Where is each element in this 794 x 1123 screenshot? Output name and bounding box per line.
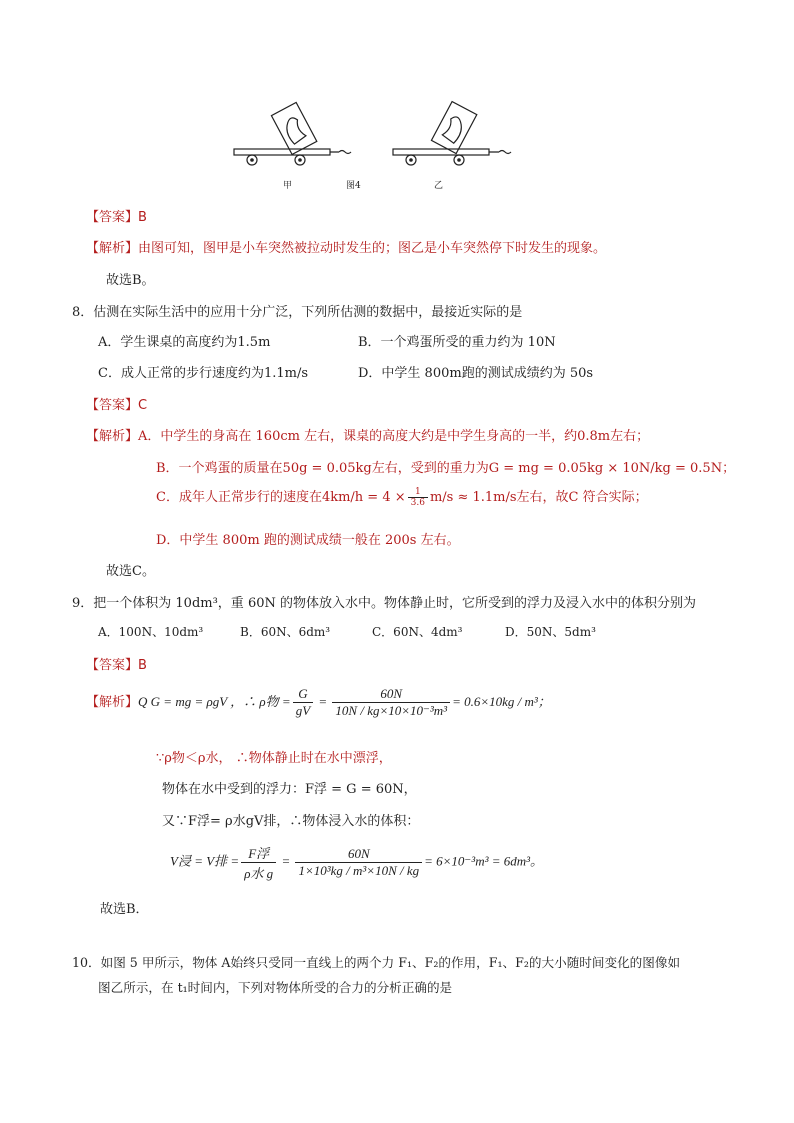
- answer-tag: 【答案】: [86, 398, 139, 413]
- q8-answer: [86, 394, 147, 413]
- analysis-c-post: m/s ≈ 1.1m/s左右，故C 符合实际；: [429, 490, 648, 505]
- fraction-denominator: gV: [295, 703, 311, 718]
- fraction-numerator: 60N: [295, 846, 422, 863]
- fraction-denominator: 10N / kg×10×10⁻³m³: [335, 703, 448, 718]
- q9-analysis-eq2: [170, 843, 543, 882]
- analysis-tag: 【解析】: [86, 429, 139, 444]
- q10-stem-line2: 图乙所示，在 t₁时间内，下列对物体所受的合力的分析正确的是: [98, 980, 453, 995]
- figure-label-yi: 乙: [434, 181, 444, 191]
- analysis-c-fraction: [408, 487, 428, 508]
- eq1-fraction-values: [332, 686, 450, 719]
- eq1-fraction-g-over-gv: [293, 686, 313, 719]
- figure-4-carts: [225, 98, 525, 190]
- q10-stem-line1: 10．如图 5 甲所示，物体 A始终只受同一直线上的两个力 F₁、F₂的作用，F₁、F₂的大小随时间变化的图像如: [72, 955, 681, 970]
- q9-option-c: C．60N、4dm³: [372, 625, 463, 639]
- eq1-pre: Q G = mg = ρgV ，∴ ρ物 =: [138, 694, 291, 709]
- figure-label-jia: 甲: [283, 181, 293, 191]
- fraction-denominator: 1×10³kg / m³×10N / kg: [298, 863, 420, 878]
- q8-analysis-b: B．一个鸡蛋的质量在50g = 0.05kg左右，受到的重力为G = mg = 0.05kg × 10N/kg = 0.5N；: [156, 461, 736, 476]
- eq2-post: = 6×10⁻³m³ = 6dm³。: [424, 853, 544, 869]
- fraction-numerator: G: [293, 686, 313, 703]
- q9-analysis-line3: 物体在水中受到的浮力：F浮 = G = 60N，: [162, 782, 417, 797]
- q8-conclusion: 故选C。: [106, 564, 155, 579]
- fraction-numerator: 60N: [332, 686, 450, 703]
- q9-conclusion: 故选B．: [100, 902, 149, 917]
- q8-option-d: D．中学生 800m跑的测试成绩约为 50s: [358, 366, 594, 381]
- eq2-fraction-values: [295, 846, 422, 879]
- answer-tag: 【答案】: [86, 210, 139, 225]
- eq2-pre: V浸 = V排 =: [170, 853, 240, 869]
- figure-caption: 图4: [346, 181, 361, 191]
- fraction-denominator: 3.6: [410, 498, 425, 508]
- q7-conclusion: 故选B。: [106, 273, 155, 288]
- q9-answer: [86, 654, 147, 673]
- q9-option-a: A．100N、10dm³: [98, 625, 204, 639]
- eq2-fraction-buoyancy: [241, 843, 276, 882]
- q9-analysis-line2: ∵ρ物＜ρ水， ∴物体静止时在水中漂浮，: [156, 751, 392, 766]
- q8-analysis-a: [86, 425, 649, 444]
- analysis-c-pre: C．成年人正常步行的速度在4km/h = 4 ×: [156, 490, 406, 505]
- answer-value: B: [138, 210, 147, 225]
- eq1-post: = 0.6×10kg / m³；: [452, 694, 551, 709]
- q9-stem: 9．把一个体积为 10dm³，重 60N 的物体放入水中。物体静止时，它所受到的浮力及浸入水中的体积分别为: [72, 596, 696, 611]
- answer-value: C: [138, 398, 148, 413]
- analysis-tag: 【解析】: [86, 695, 139, 710]
- analysis-a-text: A．中学生的身高在 160cm 左右，课桌的高度大约是中学生身高的一半，约0.8m左右；: [138, 429, 650, 444]
- eq1-equals: =: [315, 694, 331, 709]
- q7-answer: [86, 206, 147, 225]
- eq2-equals: =: [278, 853, 294, 869]
- q9-analysis-line4: 又∵F浮= ρ水gV排，∴物体浸入水的体积：: [162, 814, 420, 829]
- cart-right-illustration: [393, 102, 511, 165]
- q7-analysis: [86, 237, 606, 256]
- q8-analysis-d: D．中学生 800m 跑的测试成绩一般在 200s 左右。: [156, 533, 460, 548]
- q9-option-d: D．50N、5dm³: [505, 625, 596, 639]
- fraction-numerator: 1: [408, 487, 428, 498]
- q8-option-a: A．学生课桌的高度约为1.5m: [98, 335, 271, 350]
- analysis-tag: 【解析】: [86, 241, 139, 256]
- q9-option-b: B．60N、6dm³: [240, 625, 331, 639]
- fraction-numerator: F浮: [241, 843, 276, 863]
- q8-option-b: B．一个鸡蛋所受的重力约为 10N: [358, 335, 556, 350]
- q8-option-c: C．成人正常的步行速度约为1.1m/s: [98, 366, 308, 381]
- answer-tag: 【答案】: [86, 658, 139, 673]
- q8-analysis-c: [156, 486, 648, 508]
- analysis-text: 由图可知，图甲是小车突然被拉动时发生的；图乙是小车突然停下时发生的现象。: [138, 241, 607, 256]
- answer-value: B: [138, 658, 147, 673]
- fraction-denominator: ρ水 g: [244, 866, 274, 881]
- q9-analysis-eq1: [86, 686, 551, 719]
- cart-left-illustration: [234, 102, 351, 165]
- q8-stem: 8．估测在实际生活中的应用十分广泛，下列所估测的数据中，最接近实际的是: [72, 305, 523, 320]
